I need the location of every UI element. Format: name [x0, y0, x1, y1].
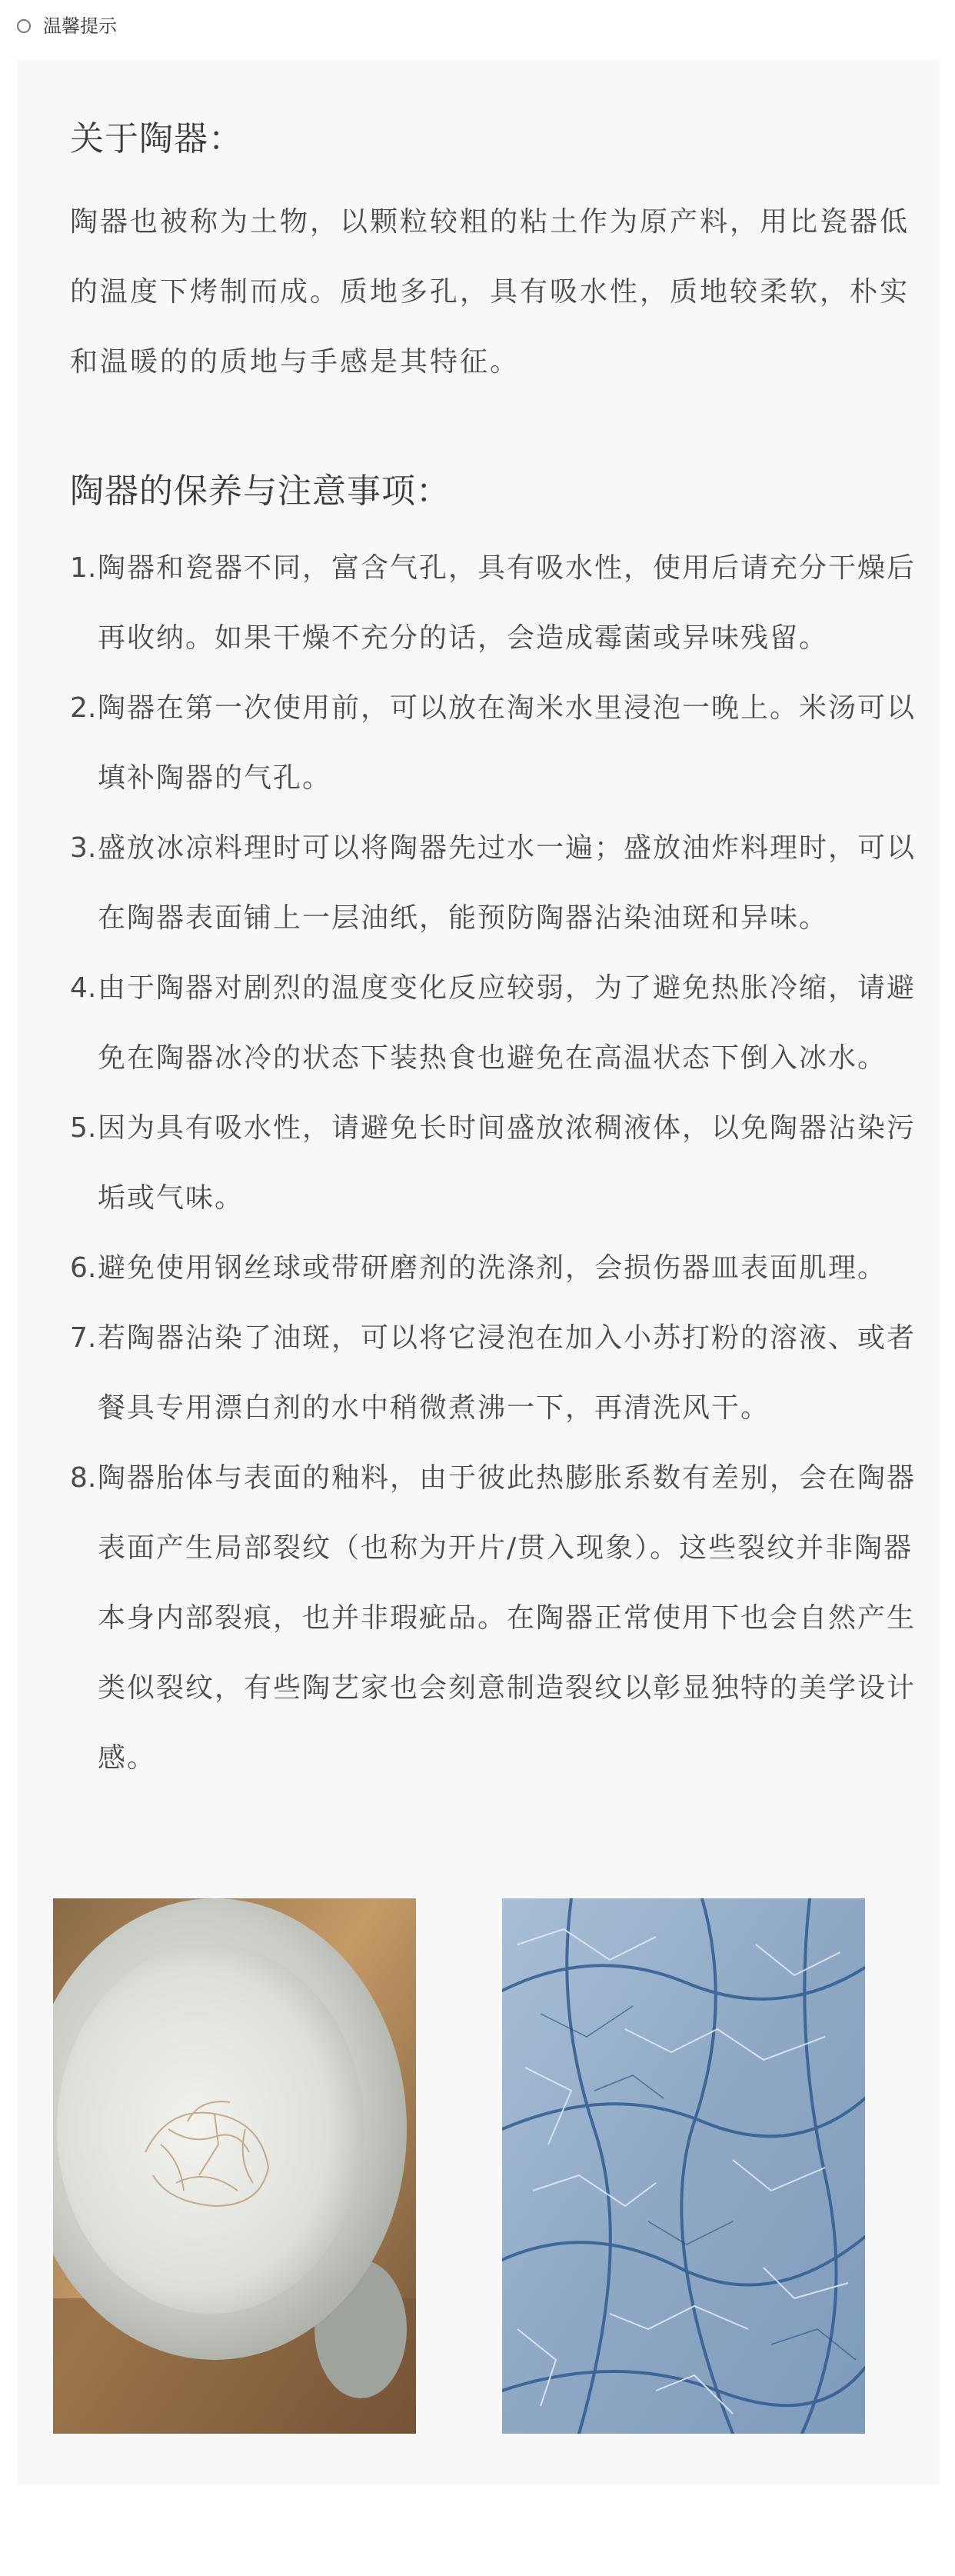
list-item-text: 避免使用钢丝球或带研磨剂的洗涤剂，会损伤器皿表面肌理。	[98, 1252, 887, 1284]
list-item	[70, 533, 930, 673]
header-title: 温馨提示	[43, 15, 117, 37]
list-item-number: 5.	[70, 1112, 97, 1144]
list-item-number: 4.	[70, 972, 97, 1004]
list-item-number: 3.	[70, 832, 97, 864]
care-list	[70, 533, 930, 1793]
list-item-number: 1.	[70, 552, 97, 584]
list-item-text: 因为具有吸水性，请避免长时间盛放浓稠液体，以免陶器沾染污垢或气味。	[98, 1112, 917, 1214]
list-item-number: 6.	[70, 1252, 97, 1284]
cup-photo	[53, 1898, 416, 2434]
list-item	[70, 1443, 930, 1793]
page-header	[0, 0, 955, 57]
about-body: 陶器也被称为土物，以颗粒较粗的粘土作为原产料，用比瓷器低的温度下烤制而成。质地多孔，具有吸水性，质地较柔软，朴实和温暖的的质地与手感是其特征。	[70, 206, 910, 378]
list-item-text: 陶器在第一次使用前，可以放在淘米水里浸泡一晚上。米汤可以填补陶器的气孔。	[98, 692, 917, 794]
list-item-text: 若陶器沾染了油斑，可以将它浸泡在加入小苏打粉的溶液、或者餐具专用漂白剂的水中稍微煮沸一下，再清洗风干。	[98, 1322, 917, 1424]
crackle-glaze-photo	[502, 1898, 865, 2434]
list-item-text: 由于陶器对剧烈的温度变化反应较弱，为了避免热胀冷缩，请避免在陶器冰冷的状态下装热食也避免在高温状态下倒入冰水。	[98, 972, 917, 1074]
list-item-number: 8.	[70, 1462, 97, 1494]
list-item	[70, 813, 930, 953]
care-title: 陶器的保养与注意事项：	[70, 472, 451, 511]
list-item-text: 盛放冰凉料理时可以将陶器先过水一遍；盛放油炸料理时，可以在陶器表面铺上一层油纸，能预防陶器沾染油斑和异味。	[98, 832, 917, 934]
list-item-text: 陶器和瓷器不同，富含气孔，具有吸水性，使用后请充分干燥后再收纳。如果干燥不充分的话，会造成霉菌或异味残留。	[98, 552, 917, 654]
list-item-number: 2.	[70, 692, 97, 724]
list-item-number: 7.	[70, 1322, 97, 1354]
crackle-glaze-image	[502, 1898, 865, 2434]
list-item	[70, 953, 930, 1093]
list-item	[70, 1093, 930, 1233]
circle-radio-icon[interactable]	[17, 19, 31, 33]
list-item	[70, 1233, 930, 1303]
list-item	[70, 673, 930, 813]
list-item	[70, 1303, 930, 1443]
about-title: 关于陶器：	[70, 119, 243, 158]
cup-photo-image	[53, 1898, 416, 2434]
list-item-text: 陶器胎体与表面的釉料，由于彼此热膨胀系数有差别，会在陶器表面产生局部裂纹（也称为开片/贯入现象）。这些裂纹并非陶器本身内部裂痕，也并非瑕疵品。在陶器正常使用下也会自然产生类似裂纹，有些陶艺家也会刻意制造裂纹以彰显独特的美学设计感。	[98, 1462, 917, 1774]
